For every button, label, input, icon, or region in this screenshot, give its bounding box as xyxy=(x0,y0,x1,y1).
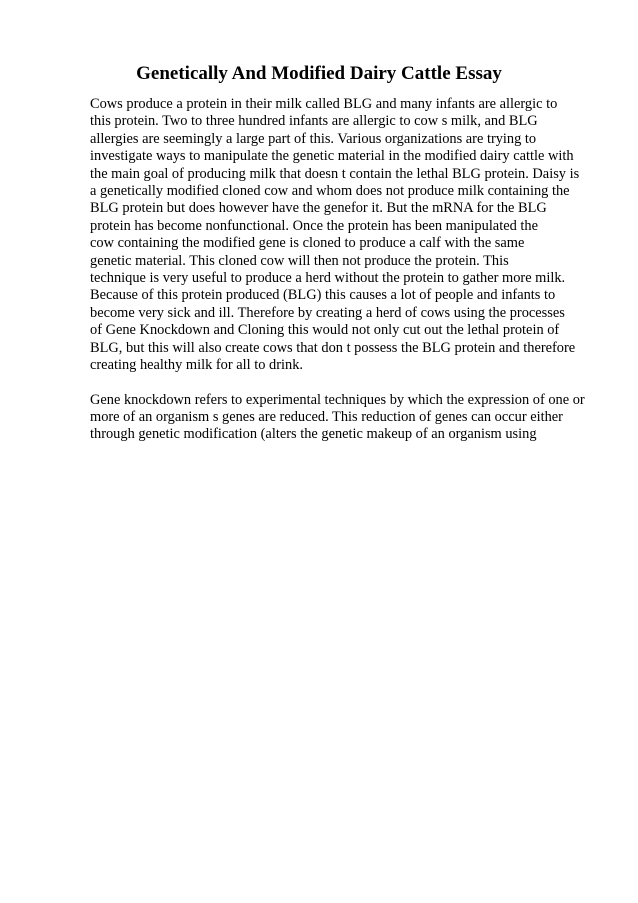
text-line: BLG, but this will also create cows that don t possess the BLG protein and therefore xyxy=(90,339,576,356)
text-line: technique is very useful to produce a herd without the protein to gather more milk. xyxy=(90,270,566,287)
text-line: through genetic modification (alters the genetic makeup of an organism using xyxy=(90,426,537,443)
text-line: of Gene Knockdown and Cloning this would not only cut out the lethal protein of xyxy=(90,322,560,339)
paragraph-2 xyxy=(90,392,610,444)
text-line: a genetically modified cloned cow and whom does not produce milk containing the xyxy=(90,183,570,200)
text-line: Cows produce a protein in their milk called BLG and many infants are allergic to xyxy=(90,96,558,112)
text-line: Because of this protein produced (BLG) this causes a lot of people and infants to xyxy=(90,287,556,304)
text-line: Gene knockdown refers to experimental techniques by which the expression of one or xyxy=(90,391,585,408)
text-line: this protein. Two to three hundred infants are allergic to cow s milk, and BLG xyxy=(90,113,538,130)
text-line: cow containing the modified gene is cloned to produce a calf with the same xyxy=(90,235,525,252)
text-line: the main goal of producing milk that doesn t contain the lethal BLG protein. Daisy is xyxy=(90,165,580,182)
document-body xyxy=(90,96,610,461)
text-line: become very sick and ill. Therefore by creating a herd of cows using the processes xyxy=(90,304,565,321)
paragraph-1 xyxy=(90,96,610,375)
document-title: Genetically And Modified Dairy Cattle Essay xyxy=(136,63,502,84)
text-line: allergies are seemingly a large part of this. Various organizations are trying to xyxy=(90,130,537,147)
text-line: investigate ways to manipulate the genetic material in the modified dairy cattle with xyxy=(90,148,574,165)
text-line: protein has become nonfunctional. Once the protein has been manipulated the xyxy=(90,217,538,234)
text-line: more of an organism s genes are reduced. This reduction of genes can occur either xyxy=(90,408,563,425)
text-line: BLG protein but does however have the genefor it. But the mRNA for the BLG xyxy=(90,200,547,217)
text-line: genetic material. This cloned cow will then not produce the protein. This xyxy=(90,252,509,269)
text-line: creating healthy milk for all to drink. xyxy=(90,357,303,374)
